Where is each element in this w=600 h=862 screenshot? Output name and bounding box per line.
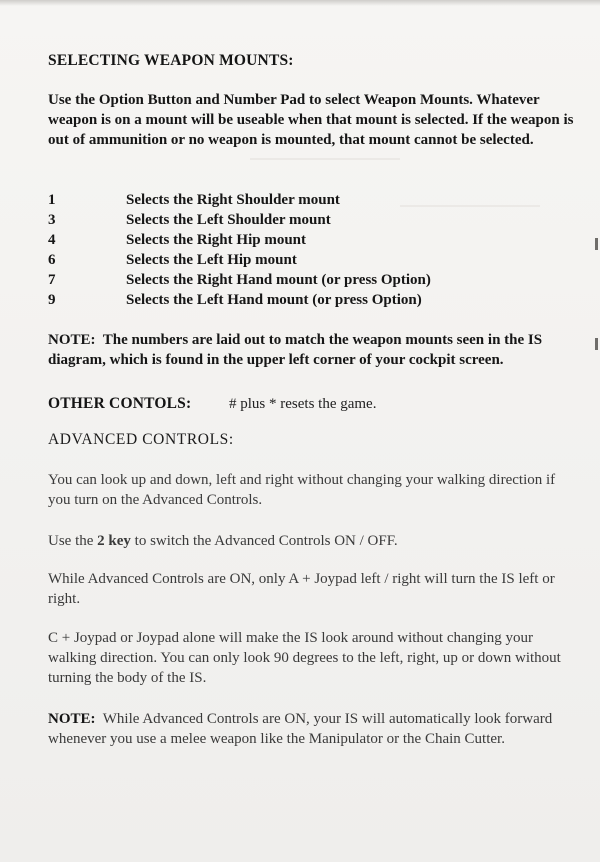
advanced-turning: While Advanced Controls are ON, only A + Joypad left / right will turn the IS left or right. bbox=[48, 571, 555, 607]
mount-key: 3 bbox=[48, 212, 56, 228]
advanced-controls-heading: ADVANCED CONTROLS: bbox=[48, 431, 234, 448]
page-edge-shadow bbox=[0, 0, 600, 6]
scan-mark bbox=[595, 238, 598, 250]
toggle-text-before: Use the bbox=[48, 533, 98, 549]
mount-key: 1 bbox=[48, 192, 56, 208]
note-text: While Advanced Controls are ON, your IS will automatically look forward whenever you use a melee weapon like the Manipulator or the Chain Cutter. bbox=[48, 711, 553, 747]
mount-key: 4 bbox=[48, 232, 56, 248]
mount-description bbox=[126, 270, 431, 290]
mount-description: Selects the Left Hip mount bbox=[126, 252, 297, 268]
note-label: NOTE: bbox=[48, 711, 96, 727]
advanced-look-around: C + Joypad or Joypad alone will make the IS look around without changing your walking direction. You can only look 90 degrees to the left, right, up or down without turning the body of the IS. bbox=[48, 630, 561, 686]
mount-row bbox=[48, 230, 548, 250]
mount-row bbox=[48, 250, 548, 270]
scan-mark bbox=[595, 338, 598, 350]
mount-description-text: Selects the Left Hand mount (or press bbox=[126, 292, 372, 308]
other-controls-text: # plus * resets the game. bbox=[229, 396, 377, 412]
mount-row bbox=[48, 210, 548, 230]
paren-close: ) bbox=[425, 272, 431, 288]
advanced-toggle-instruction bbox=[48, 531, 578, 551]
mount-row bbox=[48, 190, 548, 210]
mount-description: Selects the Left Shoulder mount bbox=[126, 212, 331, 228]
advanced-intro: You can look up and down, left and right without changing your walking direction if you turn on the Advanced Controls. bbox=[48, 472, 556, 508]
note-label: NOTE: bbox=[48, 332, 96, 348]
mounts-note bbox=[48, 330, 578, 370]
note-text: The numbers are laid out to match the weapon mounts seen in the IS diagram, which is found in the upper left corner of your cockpit screen. bbox=[48, 332, 543, 368]
option-button-label: Option bbox=[371, 292, 417, 308]
option-button-label: Option bbox=[380, 272, 426, 288]
mount-description bbox=[126, 290, 422, 310]
mount-row bbox=[48, 290, 548, 310]
mount-description-text: Selects the Right Hand mount (or press bbox=[126, 272, 381, 288]
mount-key: 6 bbox=[48, 252, 56, 268]
mount-description: Selects the Right Shoulder mount bbox=[126, 192, 340, 208]
mount-description: Selects the Right Hip mount bbox=[126, 232, 306, 248]
other-controls-row bbox=[48, 393, 377, 415]
paren-close: ) bbox=[416, 292, 422, 308]
toggle-key-label: 2 key bbox=[97, 533, 131, 549]
bleed-through-mark bbox=[250, 158, 400, 160]
toggle-text-after: to switch the Advanced Controls ON / OFF. bbox=[130, 533, 398, 549]
mount-key: 9 bbox=[48, 292, 56, 308]
weapon-mounts-intro: Use the Option Button and Number Pad to select Weapon Mounts. Whatever weapon is on a mount will be useable when that mount is selected. If the weapon is out of ammunition or no weapon is mounted, that mount cannot be selected. bbox=[48, 92, 574, 148]
other-controls-label: OTHER CONTOLS: bbox=[48, 395, 192, 412]
mount-key: 7 bbox=[48, 272, 56, 288]
weapon-mounts-heading: SELECTING WEAPON MOUNTS: bbox=[48, 52, 294, 69]
advanced-note bbox=[48, 709, 576, 749]
mount-row bbox=[48, 270, 548, 290]
